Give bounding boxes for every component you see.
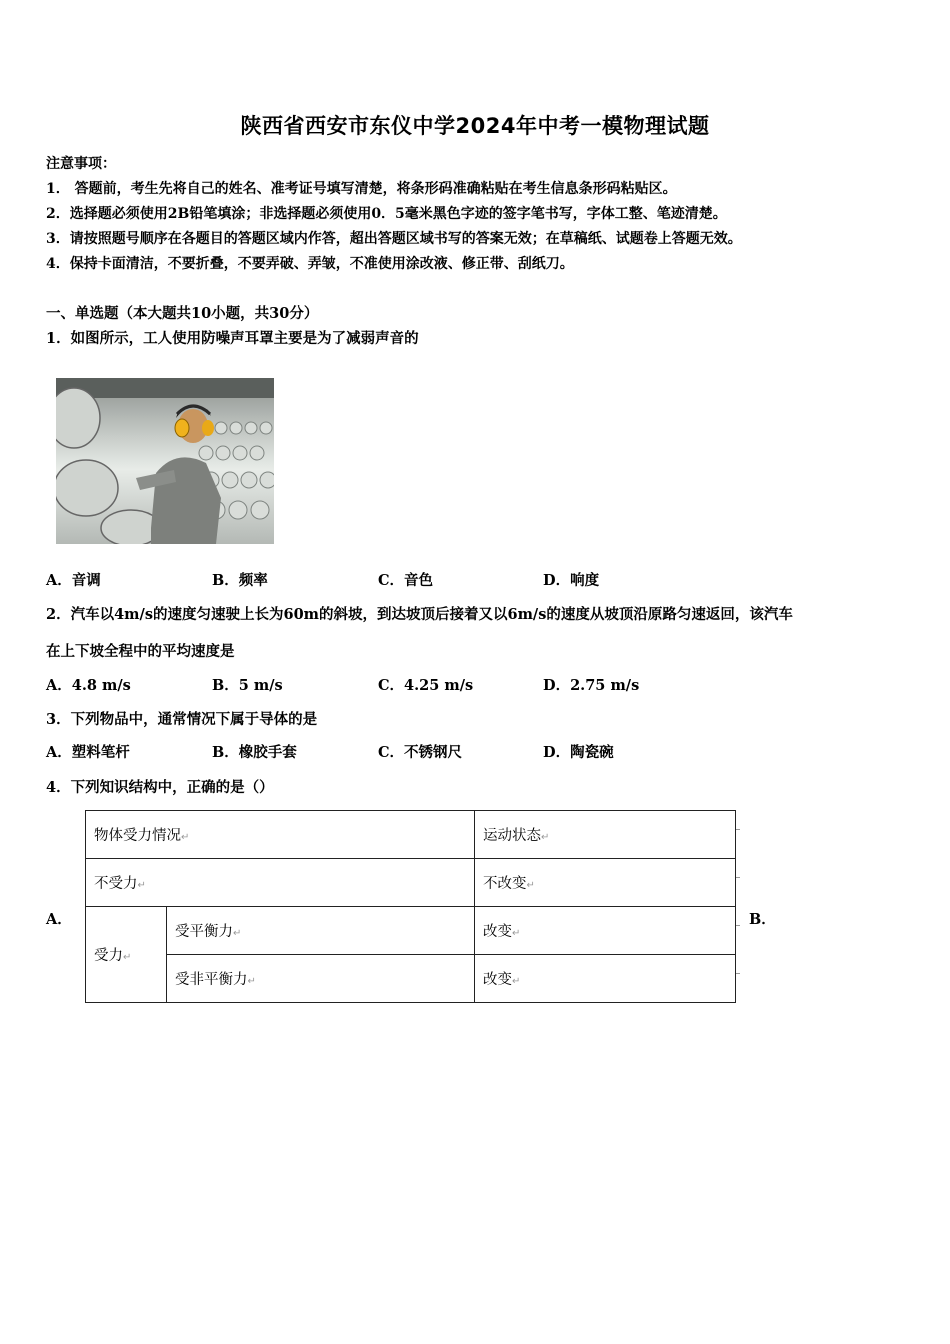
table-end-mark (736, 925, 740, 926)
paragraph-mark: ↵ (512, 976, 521, 987)
cell-text: 不改变 (483, 876, 527, 892)
notice-item-4: 4．保持卡面清洁，不要折叠，不要弄破、弄皱，不准使用涂改液、修正带、刮纸刀。 (46, 256, 574, 272)
question-2-stem-line1: 2．汽车以4m/s的速度匀速驶上长为60m的斜坡，到达坡顶后接着又以6m/s的速度从坡顶沿原路匀速返回，该汽车 (46, 606, 793, 623)
page-title: 陕西省西安市东仪中学2024年中考一模物理试题 (240, 114, 710, 138)
q2-option-c: C．4.25 m/s (378, 677, 474, 694)
question-1-stem: 1．如图所示，工人使用防噪声耳罩主要是为了减弱声音的 (46, 330, 419, 347)
notice-item-2: 2．选择题必须使用2B铅笔填涂；非选择题必须使用0．5毫米黑色字迹的签字笔书写，字体工整、笔迹清楚。 (46, 206, 727, 222)
table-cell (167, 955, 475, 1003)
worker-earmuff-photo (56, 378, 274, 544)
table-cell (167, 907, 475, 955)
table-cell (475, 859, 736, 907)
q2-option-a: A．4.8 m/s (46, 677, 131, 694)
paragraph-mark: ↵ (233, 928, 242, 939)
q1-option-a: A．音调 (46, 572, 101, 589)
notice-item-1: 1． 答题前，考生先将自己的姓名、准考证号填写清楚，将条形码准确粘贴在考生信息条形码粘贴区。 (46, 181, 677, 197)
table-cell (475, 955, 736, 1003)
table-cell (475, 811, 736, 859)
cell-text: 受非平衡力 (175, 972, 248, 988)
cell-text: 改变 (483, 924, 513, 940)
cell-text: 受平衡力 (175, 924, 233, 940)
knowledge-structure-table (85, 810, 736, 1003)
table-end-mark (736, 877, 740, 878)
cell-text: 受力 (94, 948, 123, 964)
paragraph-mark: ↵ (526, 880, 535, 891)
cell-text: 改变 (483, 972, 513, 988)
table-cell (86, 859, 475, 907)
q1-option-d: D．响度 (543, 572, 600, 589)
table-cell (475, 907, 736, 955)
question-2-stem-line2: 在上下坡全程中的平均速度是 (46, 643, 235, 660)
table-row (86, 811, 736, 859)
q1-option-c: C．音色 (378, 572, 434, 589)
q4-option-b-label: B． (749, 911, 776, 928)
table-end-mark (736, 829, 740, 830)
table-row (86, 907, 736, 955)
q3-option-b: B．橡胶手套 (212, 744, 297, 761)
q1-option-b: B．频率 (212, 572, 268, 589)
q3-option-c: C．不锈钢尺 (378, 744, 463, 761)
paragraph-mark: ↵ (512, 928, 521, 939)
q3-option-d: D．陶瓷碗 (543, 744, 614, 761)
table-end-mark (736, 973, 740, 974)
notice-heading: 注意事项： (46, 156, 116, 172)
question-3-stem: 3．下列物品中，通常情况下属于导体的是 (46, 711, 318, 728)
q2-option-d: D．2.75 m/s (543, 677, 640, 694)
cell-text: 物体受力情况 (94, 828, 181, 844)
table-row (86, 955, 736, 1003)
paragraph-mark: ↵ (123, 952, 132, 963)
paragraph-mark: ↵ (181, 832, 190, 843)
q3-option-a: A．塑料笔杆 (46, 744, 130, 761)
cell-text: 不受力 (94, 876, 138, 892)
cell-text: 运动状态 (483, 828, 542, 844)
paragraph-mark: ↵ (247, 976, 256, 987)
paragraph-mark: ↵ (137, 880, 146, 891)
question-4-stem: 4．下列知识结构中，正确的是（） (46, 779, 274, 796)
table-row (86, 859, 736, 907)
paragraph-mark: ↵ (541, 832, 550, 843)
table-cell (86, 907, 167, 1003)
notice-item-3: 3．请按照题号顺序在各题目的答题区域内作答，超出答题区域书写的答案无效；在草稿纸、试题卷上答题无效。 (46, 231, 742, 247)
section-heading: 一、单选题（本大题共10小题，共30分） (46, 305, 319, 322)
q2-option-b: B．5 m/s (212, 677, 283, 694)
table-cell (86, 811, 475, 859)
q4-option-a-label: A． (46, 911, 72, 928)
